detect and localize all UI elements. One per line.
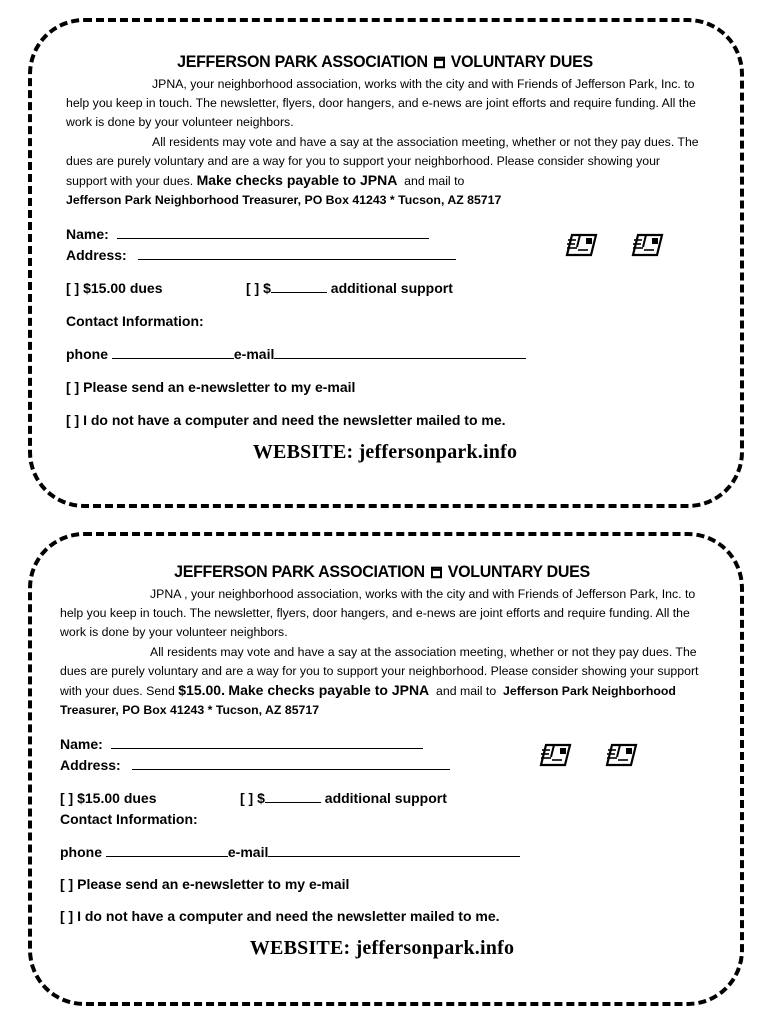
treasurer-address: Jefferson Park Neighborhood Treasurer, PO Box 41243 * Tucson, AZ 85717 <box>60 684 676 718</box>
member-form <box>66 224 704 431</box>
contact-label: Contact Information: <box>66 313 204 330</box>
address-field[interactable] <box>132 755 450 770</box>
checkbox-glyph-icon <box>431 567 442 579</box>
name-row: Name: <box>66 224 704 245</box>
support-checkbox[interactable]: [ ] $ <box>240 790 265 807</box>
member-form <box>60 734 704 927</box>
checkbox-glyph-icon <box>434 57 445 69</box>
no-computer-checkbox[interactable]: [ ] I do not have a computer and need the newsletter mailed to me. <box>66 412 506 429</box>
dues-form-card-top <box>28 18 744 508</box>
dues-checkbox[interactable]: [ ] $15.00 dues <box>60 790 157 807</box>
dues-paragraph: All residents may vote and have a say at the association meeting, whether or not they pay dues. The dues are purely voluntary and are a way for you to support your neighborhood. Please consider showing your support with your dues. Send $15.00. Make checks payable to JPNA and mail to Jefferson Park Neighborhood Treasurer, PO Box 41243 * Tucson, AZ 85717 <box>60 644 699 718</box>
intro-paragraph: JPNA , your neighborhood association, works with the city and with Friends of Jefferson Park, Inc. to help you keep in touch. The newsletter, flyers, door hangers, and e-news are joint efforts and require funding. All the work is done by your volunteer neighbors. <box>60 587 696 640</box>
send-amount-text: $15.00. <box>178 682 225 699</box>
title-left: JEFFERSON PARK ASSOCIATION <box>174 563 425 582</box>
treasurer-address: Jefferson Park Neighborhood Treasurer, PO Box 41243 * Tucson, AZ 85717 <box>66 193 502 208</box>
name-row: Name: <box>60 734 704 755</box>
enews-checkbox[interactable]: [ ] Please send an e-newsletter to my e-mail <box>66 379 356 396</box>
enews-checkbox[interactable]: [ ] Please send an e-newsletter to my e-mail <box>60 876 350 893</box>
title-left: JEFFERSON PARK ASSOCIATION <box>177 53 428 72</box>
address-field[interactable] <box>138 245 456 260</box>
title-right: VOLUNTARY DUES <box>447 563 590 582</box>
phone-field[interactable] <box>106 842 228 857</box>
name-field[interactable] <box>111 734 423 749</box>
email-field[interactable] <box>274 344 526 359</box>
address-row: Address: <box>66 245 704 266</box>
form-title <box>66 54 704 73</box>
intro-paragraph: JPNA, your neighborhood association, works with the city and with Friends of Jefferson Park, Inc. to help you keep in touch. The newsletter, flyers, door hangers, and e-news are joint efforts and require funding. All the work is done by your volunteer neighbors. <box>66 77 696 130</box>
no-computer-checkbox[interactable]: [ ] I do not have a computer and need the newsletter mailed to me. <box>60 908 500 925</box>
email-field[interactable] <box>268 842 520 857</box>
website-link[interactable]: WEBSITE: jeffersonpark.info <box>249 937 515 960</box>
address-row: Address: <box>60 755 704 776</box>
name-field[interactable] <box>117 224 429 239</box>
contact-row: phone e-mail <box>66 344 704 365</box>
support-amount-field[interactable] <box>271 278 327 293</box>
contact-label: Contact Information: <box>60 811 198 828</box>
checks-payable-text: Make checks payable to JPNA <box>196 172 398 189</box>
dues-paragraph: All residents may vote and have a say at the association meeting, whether or not they pay dues. The dues are purely voluntary and are a way for you to support your neighborhood. Please consider showing your support with your dues. Make checks payable to JPNA and mail to Jefferson Park Neighborhood Treasurer, PO Box 41243 * Tucson, AZ 85717 <box>66 134 699 208</box>
support-amount-field[interactable] <box>265 788 321 803</box>
contact-row: phone e-mail <box>60 842 704 863</box>
dues-row: [ ] $15.00 dues [ ] $ additional support <box>66 280 453 297</box>
dues-checkbox[interactable]: [ ] $15.00 dues <box>66 280 163 297</box>
dues-row: [ ] $15.00 dues [ ] $ additional support <box>60 790 447 807</box>
dues-form-card-bottom <box>28 532 744 1006</box>
checks-payable-text: Make checks payable to JPNA <box>228 682 430 699</box>
support-checkbox[interactable]: [ ] $ <box>246 280 271 297</box>
form-title <box>60 564 704 583</box>
phone-field[interactable] <box>112 344 234 359</box>
website-link[interactable]: WEBSITE: jeffersonpark.info <box>252 441 518 464</box>
title-right: VOLUNTARY DUES <box>450 53 593 72</box>
